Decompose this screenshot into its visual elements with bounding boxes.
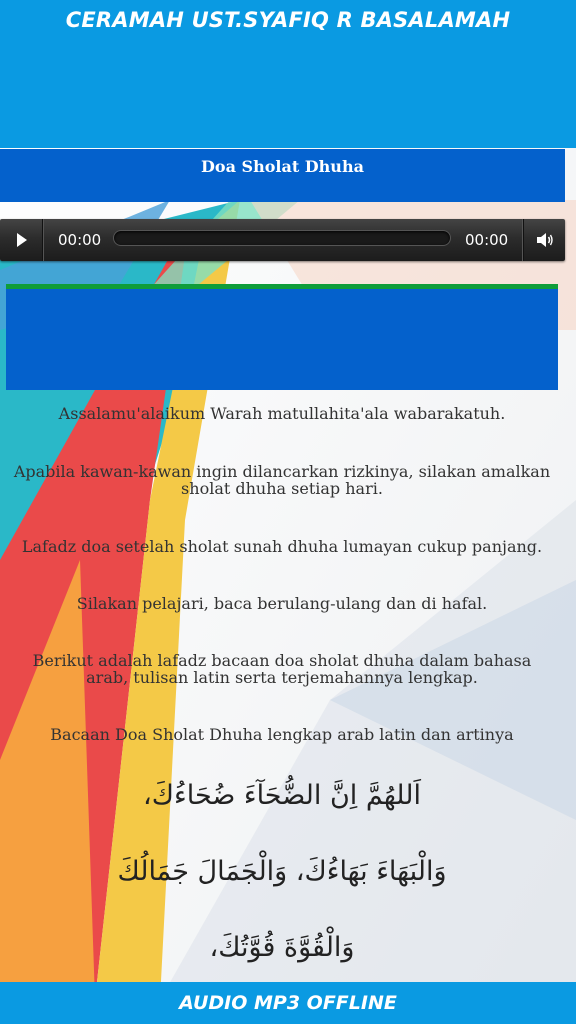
app-title: CERAMAH UST.SYAFIQ R BASALAMAH — [65, 8, 511, 32]
paragraph-description: Berikut adalah lafadz bacaan doa sholat dhuha dalam bahasa arab, tulisan latin serta terjemahannya lengkap. — [32, 651, 532, 687]
current-time: 00:00 — [58, 231, 102, 249]
page-title-bar — [0, 149, 565, 202]
paragraph-heading: Bacaan Doa Sholat Dhuha lengkap arab latin dan artinya — [50, 725, 514, 744]
speaker-icon — [536, 232, 554, 248]
progress-slider[interactable] — [113, 230, 451, 246]
paragraph-greeting: Assalamu'alaikum Warah matullahita'ala wabarakatuh. — [58, 404, 506, 423]
arabic-line-1: اَللهُمَّ اِنَّ الضُّحَآءَ ضُحَاءُكَ، — [143, 780, 421, 811]
total-time: 00:00 — [465, 231, 509, 249]
footer-label: AUDIO MP3 OFFLINE — [179, 992, 397, 1014]
play-button[interactable] — [0, 219, 43, 261]
footer-bar — [0, 982, 576, 1024]
audio-player — [0, 219, 565, 261]
ad-banner[interactable] — [6, 284, 558, 390]
play-icon — [17, 233, 27, 247]
app-header — [0, 0, 576, 148]
paragraph-intro: Apabila kawan-kawan ingin dilancarkan rizkinya, silakan amalkan sholat dhuha setiap hari. — [13, 462, 551, 498]
paragraph-lafadz: Lafadz doa setelah sholat sunah dhuha lumayan cukup panjang. — [21, 537, 543, 556]
paragraph-instruction: Silakan pelajari, baca berulang-ulang dan di hafal. — [76, 594, 488, 613]
arabic-line-3: وَالْقُوَّةَ قُوَّتُكَ، — [209, 932, 355, 963]
article-content — [10, 405, 554, 965]
arabic-line-2: وَالْبَهَاءَ بَهَاءُكَ، وَالْجَمَالَ جَمَالُكَ — [117, 856, 447, 887]
page-title: Doa Sholat Dhuha — [201, 157, 364, 176]
volume-button[interactable] — [523, 219, 566, 261]
